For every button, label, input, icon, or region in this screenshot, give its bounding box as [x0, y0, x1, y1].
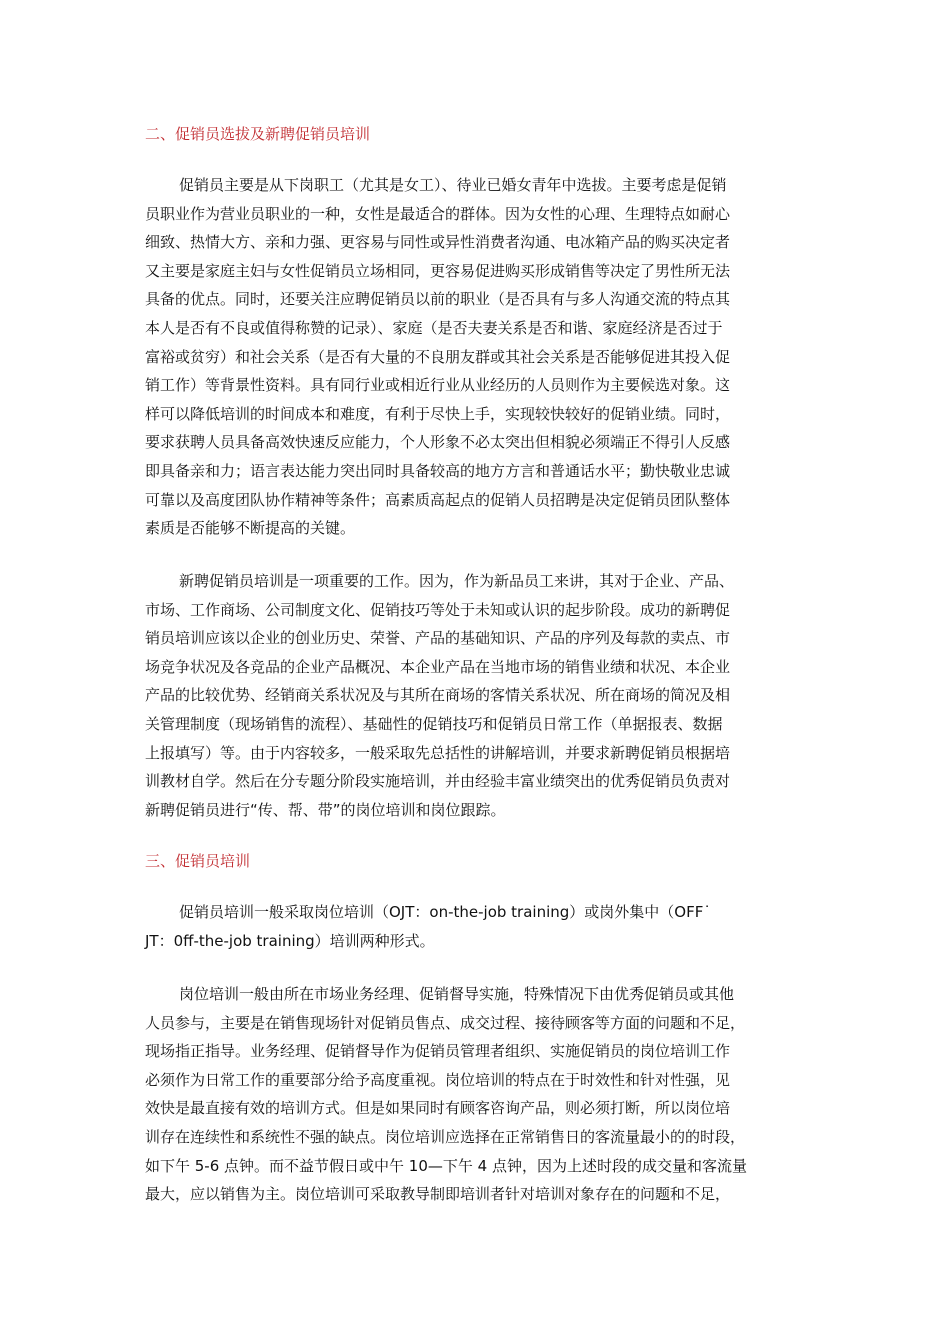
text-line: 细致、热情大方、亲和力强、更容易与同性或异性消费者沟通、电冰箱产品的购买决定者	[145, 233, 731, 252]
text-line: 销员培训应该以企业的创业历史、荣誉、产品的基础知识、产品的序列及每款的卖点、市	[145, 629, 731, 648]
text-line: 场竞争状况及各竞品的企业产品概况、本企业产品在当地市场的销售业绩和状况、本企业	[145, 657, 731, 676]
text-line: 即具备亲和力；语言表达能力突出同时具备较高的地方方言和普通话水平；勤快敬业忠诚	[145, 461, 731, 480]
text-line: 现场指正指导。业务经理、促销督导作为促销员管理者组织、实施促销员的岗位培训工作	[145, 1042, 731, 1061]
text-line: 市场、工作商场、公司制度文化、促销技巧等处于未知或认识的起步阶段。成功的新聘促	[145, 600, 731, 619]
text-line: 人员参与，主要是在销售现场针对促销员售点、成交过程、接待顾客等方面的问题和不足，	[145, 1013, 746, 1032]
text-line: 训教材自学。然后在分专题分阶段实施培训，并由经验丰富业绩突出的优秀促销员负责对	[145, 772, 731, 791]
text-line: JT：0ff-the-job training）培训两种形式。	[145, 931, 435, 950]
text-line: 富裕或贫穷）和社会关系（是否有大量的不良朋友群或其社会关系是否能够促进其投入促	[145, 347, 731, 366]
text-line: 如下午 5-6 点钟。而不益节假日或中午 10—下午 4 点钟，因为上述时段的成交量和客流量	[145, 1156, 747, 1175]
text-line: 新聘促销员培训是一项重要的工作。因为，作为新品员工来讲，其对于企业、产品、	[179, 572, 735, 590]
paragraph	[145, 980, 805, 1209]
text-line: 样可以降低培训的时间成本和难度，有利于尽快上手，实现较快较好的促销业绩。同时，	[145, 404, 731, 423]
text-line: 关管理制度（现场销售的流程）、基础性的促销技巧和促销员日常工作（单据报表、数据	[145, 714, 723, 733]
text-line: 促销员主要是从下岗职工（尤其是女工）、待业已婚女青年中选拔。主要考虑是促销	[179, 176, 727, 194]
text-line: 又主要是家庭主妇与女性促销员立场相同，更容易促进购买形成销售等决定了男性所无法	[145, 261, 731, 280]
text-line: 必须作为日常工作的重要部分给予高度重视。岗位培训的特点在于时效性和针对性强，见	[145, 1070, 731, 1089]
text-line: 素质是否能够不断提高的关键。	[145, 519, 356, 538]
text-line: 销工作）等背景性资料。具有同行业或相近行业从业经历的人员则作为主要候选对象。这	[145, 376, 731, 395]
paragraph	[145, 567, 805, 824]
text-line: 具备的优点。同时，还要关注应聘促销员以前的职业（是否具有与多人沟通交流的特点其	[145, 290, 731, 309]
section-heading: 二、促销员选拔及新聘促销员培训	[145, 125, 371, 143]
text-line: 本人是否有不良或值得称赞的记录）、家庭（是否夫妻关系是否和谐、家庭经济是否过于	[145, 318, 723, 337]
text-line: 新聘促销员进行“传、帮、带”的岗位培训和岗位跟踪。	[145, 800, 506, 819]
text-line: 要求获聘人员具备高效快速反应能力，个人形象不必太突出但相貌必须端正不得引人反感	[145, 433, 731, 452]
text-line: 效快是最直接有效的培训方式。但是如果同时有顾客咨询产品，则必须打断，所以岗位培	[145, 1099, 731, 1118]
text-line: 岗位培训一般由所在市场业务经理、促销督导实施，特殊情况下由优秀促销员或其他	[179, 985, 735, 1003]
text-line: 产品的比较优势、经销商关系状况及与其所在商场的客情关系状况、所在商场的简况及相	[145, 686, 731, 705]
text-line: 促销员培训一般采取岗位培训（OJT：on-the-job training）或岗外集中（OFF˙	[179, 903, 711, 921]
text-line: 员职业作为营业员职业的一种，女性是最适合的群体。因为女性的心理、生理特点如耐心	[145, 204, 731, 223]
section-heading: 三、促销员培训	[145, 852, 251, 870]
text-line: 上报填写）等。由于内容较多，一般采取先总括性的讲解培训，并要求新聘促销员根据培	[145, 743, 731, 762]
text-line: 最大，应以销售为主。岗位培训可采取教导制即培训者针对培训对象存在的问题和不足，	[145, 1185, 731, 1204]
text-line: 可靠以及高度团队协作精神等条件；高素质高起点的促销人员招聘是决定促销员团队整体	[145, 490, 731, 509]
paragraph	[145, 898, 805, 955]
paragraph	[145, 171, 805, 543]
text-line: 训存在连续性和系统性不强的缺点。岗位培训应选择在正常销售日的客流量最小的的时段，	[145, 1127, 746, 1146]
